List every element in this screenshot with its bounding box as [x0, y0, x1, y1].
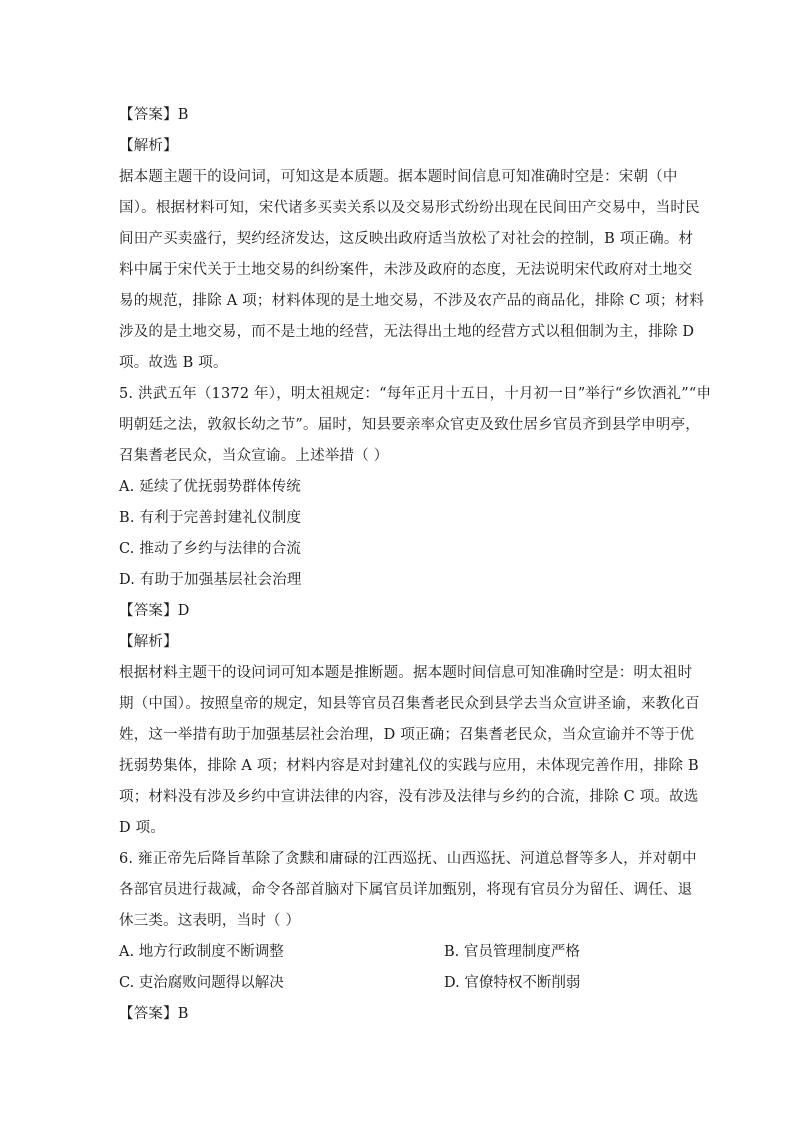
q5-option-d: D. 有助于加强基层社会治理: [119, 572, 302, 588]
q5-stem-line: 明朝廷之法，敦叙长幼之节”。届时，知县要亲率众官吏及致仕居乡官员齐到县学申明亭，: [119, 417, 700, 433]
q6-option-b: B. 官员管理制度严格: [444, 944, 580, 960]
q6-stem-line: 休三类。这表明，当时（ ）: [119, 913, 301, 929]
q5-analysis-label: 【解析】: [119, 634, 178, 650]
q4-answer: 【答案】B: [119, 107, 189, 123]
q5-stem-line: 召集耆老民众，当众宣谕。上述举措（ ）: [119, 448, 389, 464]
q4-analysis-line: 料中属于宋代关于土地交易的纠纷案件，未涉及政府的态度，无法说明宋代政府对土地交: [119, 262, 693, 278]
q5-analysis-line: 项；材料没有涉及乡约中宣讲法律的内容，没有涉及法律与乡约的合流，排除 C 项。故选: [119, 789, 699, 805]
q6-option-a: A. 地方行政制度不断调整: [119, 944, 284, 960]
q6-stem: [119, 844, 697, 937]
q5-analysis-line: 抚弱势集体，排除 A 项；材料内容是对封建礼仪的实践与应用，未体现完善作用，排除 B: [119, 758, 699, 774]
q6-options-row-1: [119, 937, 675, 968]
q5-option-b: B. 有利于完善封建礼仪制度: [119, 510, 302, 526]
q5-analysis: [119, 658, 700, 844]
q5-analysis-line: 期（中国）。按照皇帝的规定，知县等官员召集耆老民众到县学去当众宣讲圣谕，来教化百: [119, 696, 700, 712]
q5-analysis-line: 姓，这一举措有助于加强基层社会治理，D 项正确；召集耆老民众，当众宣谕并不等于优: [119, 727, 695, 743]
q5-option-c: C. 推动了乡约与法律的合流: [119, 541, 302, 557]
q4-analysis-line: 项。故选 B 项。: [119, 355, 228, 371]
q6-options-row-2: [119, 968, 675, 999]
q5-analysis-line: 根据材料主题干的设问词可知本题是推断题。据本题时间信息可知准确时空是：明太祖时: [119, 665, 693, 681]
q4-analysis-label: 【解析】: [119, 138, 178, 154]
q4-analysis-line: 国）。根据材料可知，宋代诸多买卖关系以及交易形式纷纷出现在民间田产交易中，当时民: [119, 200, 700, 216]
q6-stem-line: 各部官员进行裁减，命令各部首脑对下属官员详加甄别，将现有官员分为留任、调任、退: [119, 882, 693, 898]
q4-analysis-line: 间田产买卖盛行，契约经济发达，这反映出政府适当放松了对社会的控制，B 项正确。材: [119, 231, 694, 247]
q4-analysis-line: 易的规范，排除 A 项；材料体现的是土地交易，不涉及农产品的商品化，排除 C 项；材料: [119, 293, 705, 309]
q5-option-a: A. 延续了优抚弱势群体传统: [119, 479, 301, 495]
q5-stem: [119, 379, 712, 472]
q4-analysis-line: 据本题主题干的设问词，可知这是本质题。据本题时间信息可知准确时空是：宋朝（中: [119, 169, 678, 185]
q6-answer: 【答案】B: [119, 1006, 189, 1022]
q6-option-d: D. 官僚特权不断削弱: [444, 975, 581, 991]
q5-analysis-line: D 项。: [119, 820, 166, 836]
q5-stem-line: 5. 洪武五年（1372 年），明太祖规定：“每年正月十五日，十月初一日”举行“乡饮酒礼”“申: [119, 386, 712, 402]
q5-answer: 【答案】D: [119, 603, 190, 619]
document-page: [119, 100, 712, 1030]
q6-option-c: C. 吏治腐败问题得以解决: [119, 975, 284, 991]
q4-analysis: [119, 162, 705, 379]
q6-stem-line: 6. 雍正帝先后降旨革除了贪黩和庸碌的江西巡抚、山西巡抚、河道总督等多人，并对朝中: [119, 851, 697, 867]
q4-analysis-line: 涉及的是土地交易，而不是土地的经营，无法得出土地的经营方式以租佃制为主，排除 D: [119, 324, 695, 340]
